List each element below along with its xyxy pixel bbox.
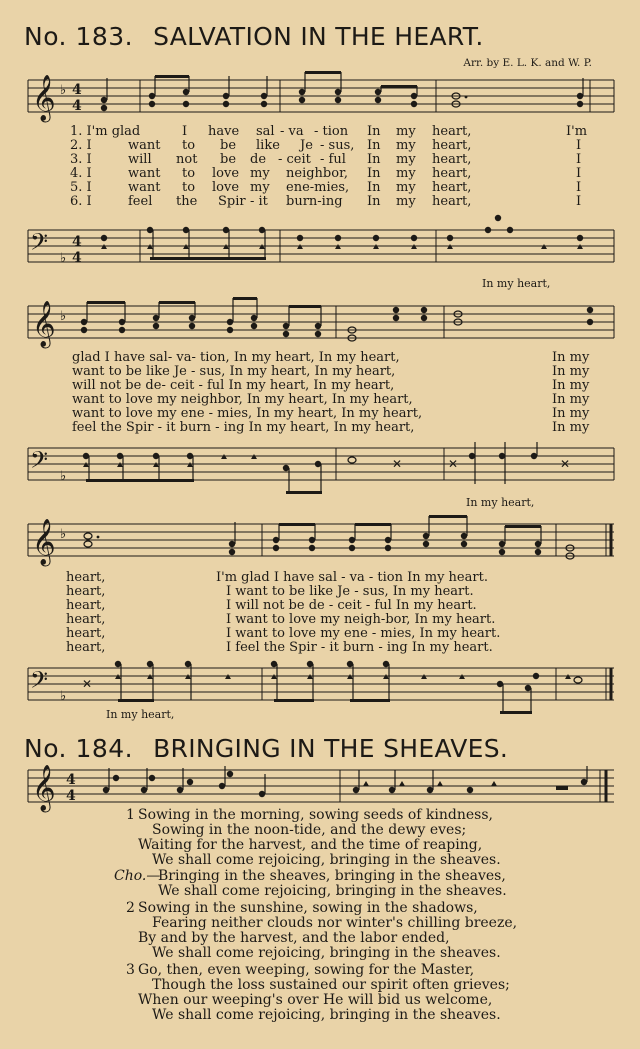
svg-text:♭: ♭ <box>60 251 67 266</box>
svg-text:✕: ✕ <box>392 457 403 471</box>
system1-treble-staff <box>0 70 640 130</box>
system2-end-1: In my <box>552 350 590 365</box>
svg-text:♭: ♭ <box>60 309 67 324</box>
system3-verse-4: I want to love my neigh-bor, In my heart. <box>226 612 496 627</box>
system3-start-5: heart, <box>66 626 106 641</box>
system2-verse-6: feel the Spir - it burn - ing In my heart, In my heart, <box>72 420 415 435</box>
svg-text:✕: ✕ <box>560 457 571 471</box>
stanza-1-line-3: Waiting for the harvest, and the time of reaping, <box>138 837 483 853</box>
svg-text:𝄞: 𝄞 <box>32 301 56 347</box>
svg-text:✕: ✕ <box>448 457 459 471</box>
system3-start-2: heart, <box>66 584 106 599</box>
system2-end-4: In my <box>552 392 590 407</box>
chorus-line-1: Bringing in the sheaves, bringing in the sheaves, <box>158 868 506 884</box>
stanza-1-label: 1 <box>126 807 135 823</box>
chorus-label: Cho.— <box>114 868 161 884</box>
svg-text:♭: ♭ <box>60 469 67 484</box>
system2-end-5: In my <box>552 406 590 421</box>
hymn-184-header <box>24 734 508 763</box>
system2-treble-staff <box>0 296 640 356</box>
stanza-1-line-2: Sowing in the noon-tide, and the dewy eves; <box>152 822 467 838</box>
stanza-1-line-4: We shall come rejoicing, bringing in the sheaves. <box>152 852 501 868</box>
system3-start-4: heart, <box>66 612 106 627</box>
system2-verse-1: glad I have sal- va- tion, In my heart, In my heart, <box>72 350 400 365</box>
system2-end-6: In my <box>552 420 590 435</box>
svg-text:4: 4 <box>66 788 76 804</box>
system2-bass-words: In my heart, <box>466 496 535 509</box>
hymn-183-header <box>24 22 484 51</box>
system3-verse-1: I'm glad I have sal - va - tion In my heart. <box>216 570 488 585</box>
stanza-2-line-2: Fearing neither clouds nor winter's chilling breeze, <box>152 915 518 931</box>
system2-verse-5: want to love my ene - mies, In my heart, In my heart, <box>72 406 423 421</box>
system2-verse-3: will not be de- ceit - ful In my heart, In my heart, <box>72 378 395 393</box>
svg-text:4: 4 <box>72 234 82 250</box>
system3-start-3: heart, <box>66 598 106 613</box>
system3-verse-3: I will not be de - ceit - ful In my heart. <box>226 598 477 613</box>
stanza-3-line-2: Though the loss sustained our spirit often grieves; <box>152 977 510 993</box>
svg-text:♭: ♭ <box>60 83 67 98</box>
stanza-3-line-3: When our weeping's over He will bid us welcome, <box>138 992 493 1008</box>
svg-text:𝄢: 𝄢 <box>30 228 49 261</box>
system3-bass-words: In my heart, <box>106 708 175 721</box>
stanza-2-line-1: Sowing in the sunshine, sowing in the shadows, <box>138 900 478 916</box>
hymn-183-number: No. 183. <box>24 22 134 51</box>
system3-bass-staff <box>0 660 640 720</box>
system3-verse-6: I feel the Spir - it burn - ing In my heart. <box>226 640 493 655</box>
svg-text:♭: ♭ <box>60 689 67 704</box>
system2-bass-staff <box>0 440 640 500</box>
stanza-1-line-1: Sowing in the morning, sowing seeds of kindness, <box>138 807 493 823</box>
system2-verse-4: want to love my neighbor, In my heart, In my heart, <box>72 392 413 407</box>
system2-end-3: In my <box>552 378 590 393</box>
svg-text:𝄢: 𝄢 <box>30 446 49 479</box>
svg-text:𝄞: 𝄞 <box>32 519 56 565</box>
system1-bass-words: In my heart, <box>482 277 551 290</box>
hymn-184-number: No. 184. <box>24 734 134 763</box>
svg-text:𝄢: 𝄢 <box>30 666 49 699</box>
stanza-2-label: 2 <box>126 900 135 916</box>
hymn-183-credit: Arr. by E. L. K. and W. P. <box>463 57 592 69</box>
svg-text:𝄞: 𝄞 <box>32 765 56 811</box>
stanza-2-line-4: We shall come rejoicing, bringing in the sheaves. <box>152 945 501 961</box>
system3-verse-2: I want to be like Je - sus, In my heart. <box>226 584 474 599</box>
system2-end-2: In my <box>552 364 590 379</box>
svg-text:✕: ✕ <box>82 677 93 691</box>
system3-start-6: heart, <box>66 640 106 655</box>
svg-text:𝄞: 𝄞 <box>32 75 56 121</box>
stanza-3-label: 3 <box>126 962 135 978</box>
system1-bass-staff <box>0 218 640 278</box>
svg-text:4: 4 <box>66 772 76 788</box>
hymn-183-title: SALVATION IN THE HEART. <box>153 22 484 51</box>
stanza-3-line-1: Go, then, even weeping, sowing for the Master, <box>138 962 475 978</box>
svg-text:4: 4 <box>72 82 82 98</box>
hymn-184-title: BRINGING IN THE SHEAVES. <box>153 734 509 763</box>
system3-verse-5: I want to love my ene - mies, In my heart. <box>226 626 501 641</box>
system3-treble-staff <box>0 514 640 574</box>
system3-start-1: heart, <box>66 570 106 585</box>
svg-text:♭: ♭ <box>60 527 67 542</box>
svg-text:4: 4 <box>72 98 82 114</box>
stanza-2-line-3: By and by the harvest, and the labor ended, <box>138 930 450 946</box>
chorus-line-2: We shall come rejoicing, bringing in the sheaves. <box>158 883 507 899</box>
stanza-3-line-4: We shall come rejoicing, bringing in the sheaves. <box>152 1007 501 1023</box>
svg-text:4: 4 <box>72 250 82 266</box>
system2-verse-2: want to be like Je - sus, In my heart, In my heart, <box>72 364 396 379</box>
